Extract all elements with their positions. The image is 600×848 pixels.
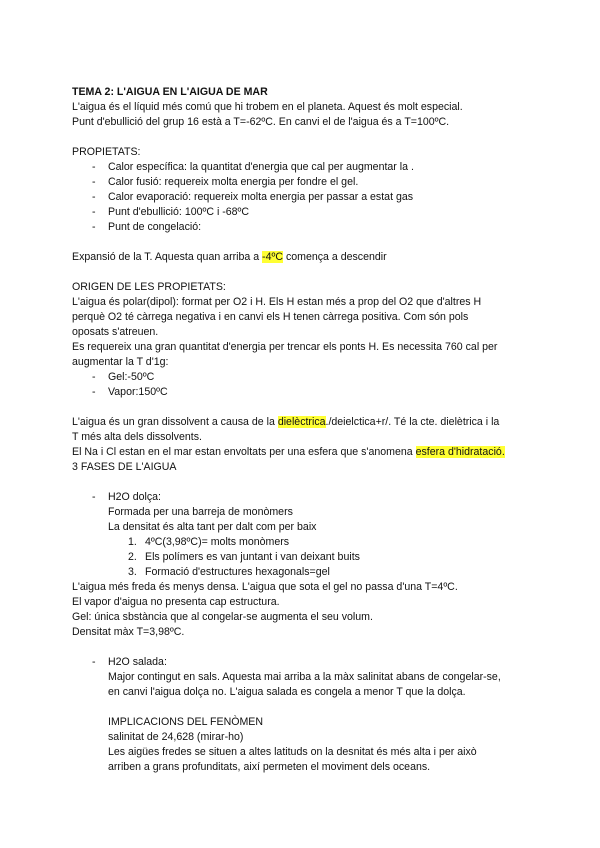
dissolvent-text-end: ./deielctica+r/. Té la cte. dielètrica i la [325,416,500,428]
page-title: TEMA 2: L'AIGUA EN L'AIGUA DE MAR [72,86,268,98]
bullet-dash: - [92,191,96,203]
dissolvent-line-3 [72,445,505,459]
propietat-item: Punt de congelació: [108,221,202,233]
intro-line-1: L'aigua és el líquid més comú que hi trobem en el planeta. Aquest és molt especial. [72,101,463,113]
bullet-dash: - [92,161,96,173]
bullet-dash: - [92,371,96,383]
propietat-item: Calor evaporació: requereix molta energia per passar a estat gas [108,191,414,203]
implicacions-line: salinitat de 24,628 (mirar-ho) [108,731,244,743]
origen-line: Es requereix una gran quantitat d'energia per trencar els ponts H. Es necessita 760 cal per [72,341,498,353]
bullet-dash: - [92,386,96,398]
propietat-item: Punt d'ebullició: 100ºC i -68ºC [108,206,250,218]
fases-heading: 3 FASES DE L'AIGUA [72,461,177,473]
list-number: 3. [128,566,137,578]
expansio-line [72,250,387,264]
propietat-item: Calor fusió: requereix molta energia per fondre el gel. [108,176,359,188]
dissolvent-line-1 [72,415,499,429]
propietat-item: Calor específica: la quantitat d'energia que cal per augmentar la . [108,161,414,173]
highlight-esfera: esfera d'hidratació. [415,446,505,458]
list-number: 2. [128,551,137,563]
origen-item: Vapor:150ºC [108,386,168,398]
list-item: 4ºC(3,98ºC)= molts monòmers [145,536,290,548]
bullet-dash: - [92,206,96,218]
dolca-after-line: Densitat màx T=3,98ºC. [72,626,185,638]
origen-line: oposats s'atreuen. [72,326,159,338]
intro-line-2: Punt d'ebullició del grup 16 està a T=-62ºC. En canvi el de l'aigua és a T=100ºC. [72,116,450,128]
salada-line: en canvi l'aigua dolça no. L'aigua salada es congela a menor T que la dolça. [108,686,466,698]
list-item: Els polímers es van juntant i van deixant buits [145,551,360,563]
dolca-after-line: Gel: única sbstància que al congelar-se augmenta el seu volum. [72,611,373,623]
dissolvent-text: L'aigua és un gran dissolvent a causa de la [72,416,278,428]
origen-line: augmentar la T d'1g: [72,356,169,368]
bullet-dash: - [92,656,96,668]
highlight-temperature: -4ºC [262,251,283,263]
dolca-label: H2O dolça: [108,491,161,503]
dolca-after-line: L'aigua més freda és menys densa. L'aigua que sota el gel no passa d'una T=4ºC. [72,581,458,593]
dolca-sub: La densitat és alta tant per dalt com per baix [108,521,317,533]
expansio-text-end: comença a descendir [283,251,387,263]
origen-item: Gel:-50ºC [108,371,155,383]
implicacions-line: Les aigües fredes se situen a altes latituds on la desnitat és més alta i per això [108,746,477,758]
salada-label: H2O salada: [108,656,167,668]
implicacions-line: arriben a grans profunditats, així permeten el moviment dels oceans. [108,761,431,773]
dolca-after-line: El vapor d'aigua no presenta cap estructura. [72,596,280,608]
list-number: 1. [128,536,137,548]
origen-line: perquè O2 té càrrega negativa i en canvi els H tenen càrrega positiva. Com són pols [72,311,469,323]
dissolvent-line-2: T més alta dels dissolvents. [72,431,202,443]
expansio-text: Expansió de la T. Aquesta quan arriba a [72,251,263,263]
list-item: Formació d'estructures hexagonals=gel [145,566,330,578]
implicacions-heading: IMPLICACIONS DEL FENÒMEN [108,716,264,728]
origen-line: L'aigua és polar(dipol): format per O2 i H. Els H estan més a prop del O2 que d'altres H [72,296,482,308]
dolca-sub: Formada per una barreja de monòmers [108,506,293,518]
highlight-dielectrica: dielèctrica [277,416,326,428]
propietats-heading: PROPIETATS: [72,146,141,158]
origen-heading: ORIGEN DE LES PROPIETATS: [72,281,226,293]
bullet-dash: - [92,221,96,233]
dissolvent-text: El Na i Cl estan en el mar estan envoltats per una esfera que s'anomena [72,446,416,458]
bullet-dash: - [92,176,96,188]
salada-line: Major contingut en sals. Aquesta mai arriba a la màx salinitat abans de congelar-se, [108,671,501,683]
bullet-dash: - [92,491,96,503]
